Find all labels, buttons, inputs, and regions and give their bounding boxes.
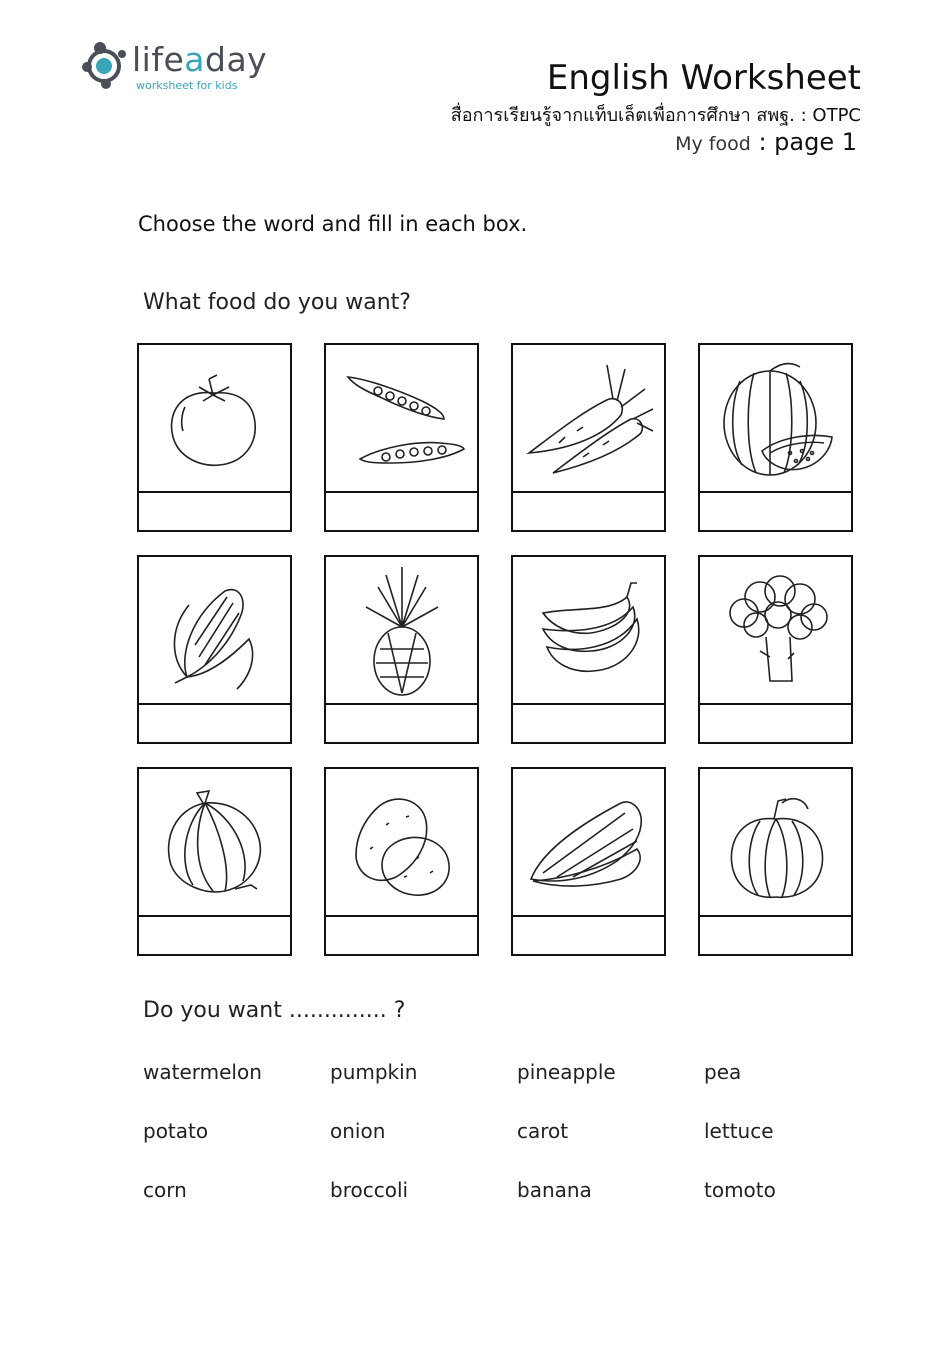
- word-bank-item: broccoli: [330, 1178, 409, 1202]
- answer-box[interactable]: [513, 705, 664, 742]
- answer-box[interactable]: [513, 917, 664, 954]
- word-bank-item: corn: [143, 1178, 187, 1202]
- picture-card: [137, 767, 292, 956]
- picture-card: [324, 343, 479, 532]
- picture-card: [698, 343, 853, 532]
- question-what-food: What food do you want?: [143, 290, 411, 315]
- watermelon-icon: [700, 345, 851, 493]
- logo-mark-icon: [82, 40, 130, 90]
- carrot-icon: [513, 345, 664, 493]
- broccoli-icon: [700, 557, 851, 705]
- logo-wordmark: lifeaday: [132, 40, 268, 79]
- pineapple-icon: [326, 557, 477, 705]
- answer-box[interactable]: [513, 493, 664, 530]
- picture-card: [324, 555, 479, 744]
- picture-card: [511, 767, 666, 956]
- word-bank-item: watermelon: [143, 1060, 262, 1084]
- tomato-icon: [139, 345, 290, 493]
- topic-label: My food: [675, 133, 751, 155]
- worksheet-title: English Worksheet: [546, 58, 861, 98]
- word-bank-item: potato: [143, 1119, 209, 1143]
- worksheet-subtitle: สื่อการเรียนรู้จากแท็บเล็ตเพื่อการศึกษา สพฐ. : OTPC: [450, 105, 861, 126]
- answer-box[interactable]: [139, 705, 290, 742]
- onion-icon: [139, 769, 290, 917]
- answer-box[interactable]: [700, 493, 851, 530]
- word-bank-item: onion: [330, 1119, 386, 1143]
- word-bank-item: pea: [704, 1060, 742, 1084]
- picture-card: [698, 767, 853, 956]
- page-indicator: [675, 128, 857, 156]
- picture-card: [698, 555, 853, 744]
- word-bank-item: banana: [517, 1178, 592, 1202]
- answer-box[interactable]: [700, 705, 851, 742]
- logo-tagline: worksheet for kids: [136, 79, 238, 92]
- answer-box[interactable]: [326, 705, 477, 742]
- answer-box[interactable]: [326, 917, 477, 954]
- answer-box[interactable]: [326, 493, 477, 530]
- instruction-text: Choose the word and fill in each box.: [138, 212, 528, 236]
- picture-card: [137, 343, 292, 532]
- lifeaday-logo: [82, 38, 282, 98]
- pea-pods-icon: [326, 345, 477, 493]
- answer-box[interactable]: [139, 493, 290, 530]
- question-do-you-want: Do you want .............. ?: [143, 998, 406, 1023]
- answer-box[interactable]: [700, 917, 851, 954]
- picture-card: [324, 767, 479, 956]
- picture-card: [137, 555, 292, 744]
- answer-box[interactable]: [139, 917, 290, 954]
- word-bank-item: lettuce: [704, 1119, 774, 1143]
- word-bank-item: carot: [517, 1119, 569, 1143]
- banana-icon: [513, 557, 664, 705]
- lettuce-icon: [513, 769, 664, 917]
- pumpkin-icon: [700, 769, 851, 917]
- picture-card: [511, 343, 666, 532]
- potato-icon: [326, 769, 477, 917]
- corn-icon: [139, 557, 290, 705]
- word-bank-item: pumpkin: [330, 1060, 418, 1084]
- word-bank-item: tomoto: [704, 1178, 776, 1202]
- word-bank-item: pineapple: [517, 1060, 616, 1084]
- picture-card: [511, 555, 666, 744]
- page-number: : page 1: [750, 128, 857, 156]
